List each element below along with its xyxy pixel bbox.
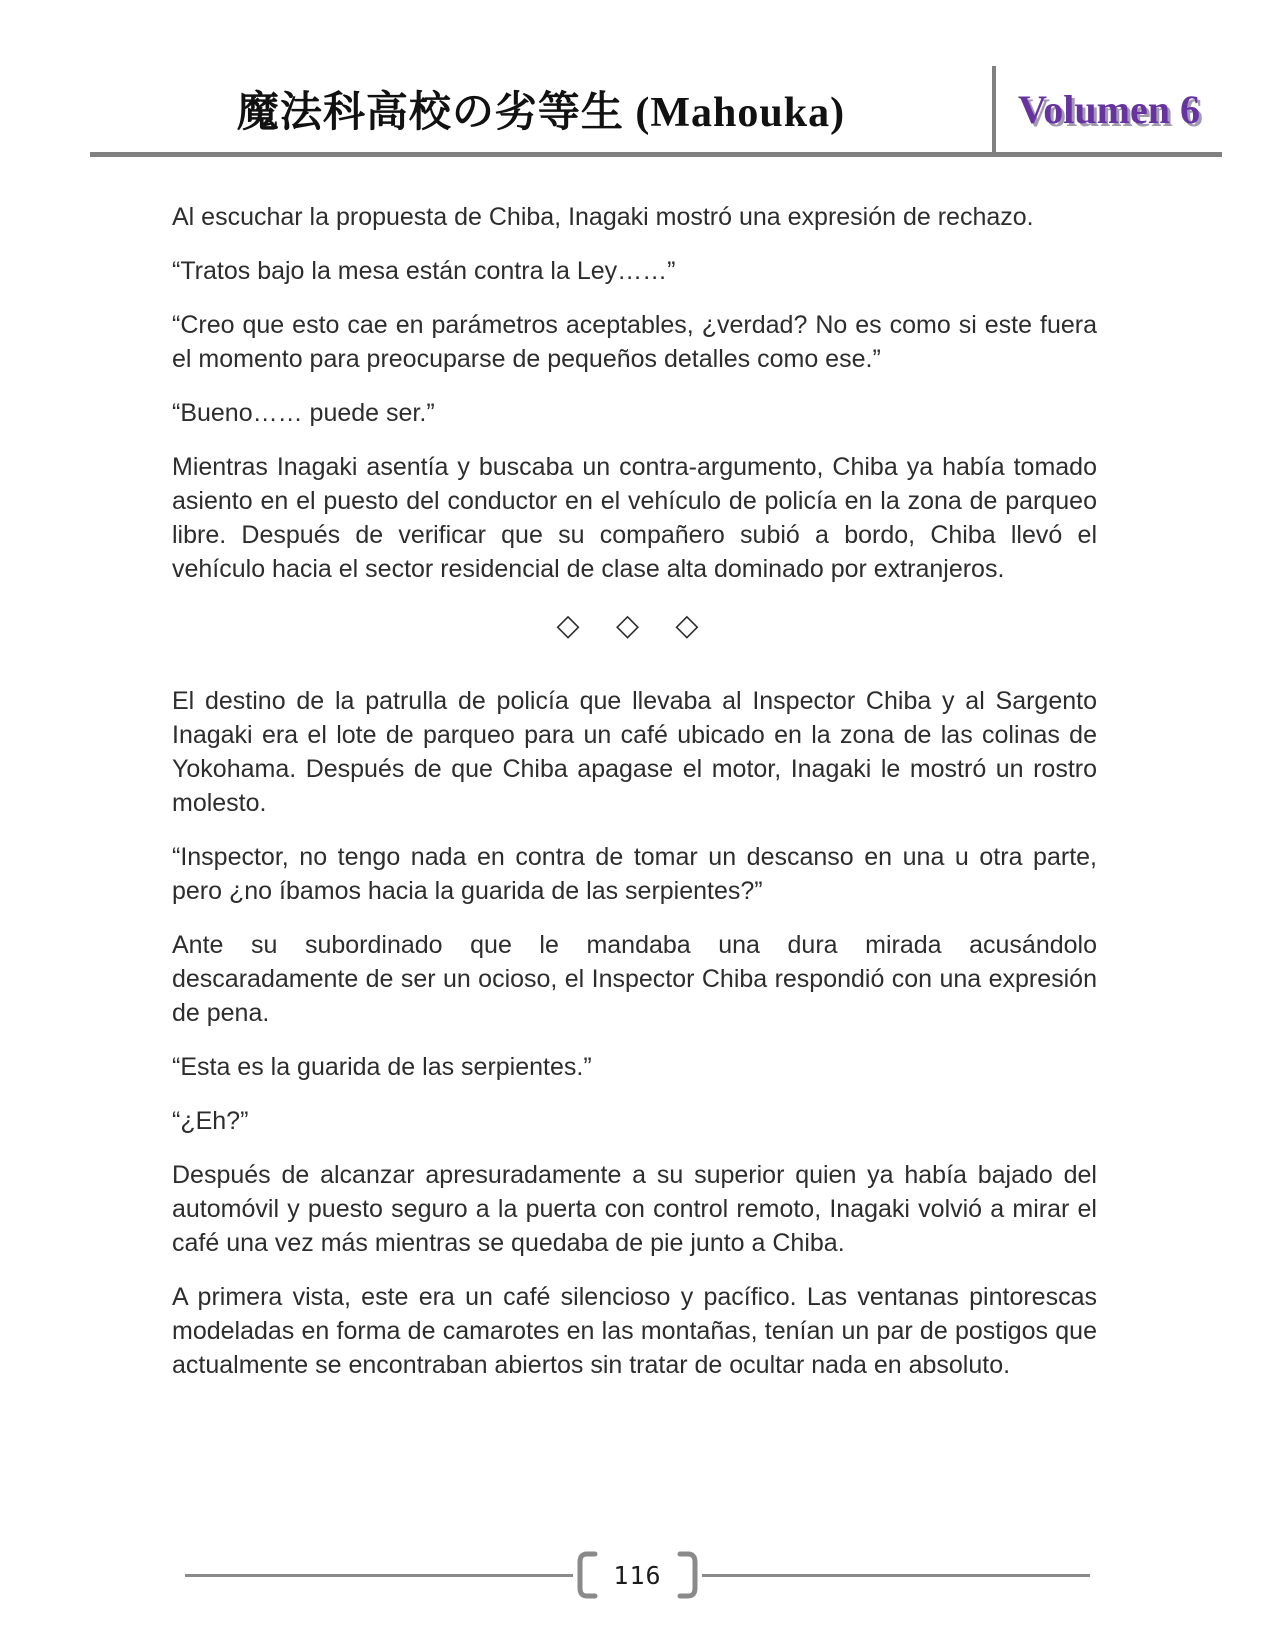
volume-label: Volumen 6 <box>1018 86 1200 132</box>
scene-divider: ◇ ◇ ◇ <box>556 609 713 642</box>
body-paragraph: Mientras Inagaki asentía y buscaba un contra-argumento, Chiba ya había tomado asiento en el puesto del conductor en el vehículo de policía en la zona de parqueo libre. Después de verificar que su compañero subió a bordo, Chiba llevó el vehículo hacia el sector residencial de clase alta dominado por extranjeros. <box>172 453 1097 583</box>
body-text <box>172 200 1097 1402</box>
body-paragraph: “Creo que esto cae en parámetros aceptables, ¿verdad? No es como si este fuera el momento para preocuparse de pequeños detalles como ese.” <box>172 311 1097 373</box>
footer-rule-left <box>185 1574 573 1577</box>
page-header <box>90 66 1222 157</box>
body-paragraph: “Tratos bajo la mesa están contra la Ley……” <box>172 257 676 285</box>
page-number: 116 <box>613 1560 662 1590</box>
left-bracket-icon <box>573 1550 599 1600</box>
body-paragraph: “Inspector, no tengo nada en contra de tomar un descanso en una u otra parte, pero ¿no íbamos hacia la guarida de las serpientes?” <box>172 843 1097 905</box>
body-paragraph: Al escuchar la propuesta de Chiba, Inagaki mostró una expresión de rechazo. <box>172 203 1034 231</box>
header-row <box>90 66 1222 152</box>
body-paragraph: A primera vista, este era un café silencioso y pacífico. Las ventanas pintorescas modeladas en forma de camarotes en las montañas, tenían un par de postigos que actualmente se encontraban abiertos sin tratar de ocultar nada en absoluto. <box>172 1283 1097 1379</box>
right-bracket-icon <box>676 1550 702 1600</box>
body-paragraph: “¿Eh?” <box>172 1107 249 1135</box>
footer-rule-right <box>702 1574 1090 1577</box>
book-title: 魔法科高校の劣等生 (Mahouka) <box>236 90 846 136</box>
body-paragraph: “Esta es la guarida de las serpientes.” <box>172 1053 592 1081</box>
header-title-cell <box>90 79 992 139</box>
header-volume-cell <box>992 66 1222 152</box>
page-footer <box>185 1550 1090 1600</box>
body-paragraph: El destino de la patrulla de policía que llevaba al Inspector Chiba y al Sargento Inagaki era el lote de parqueo para un café ubicado en la zona de las colinas de Yokohama. Después de que Chiba apagase el motor, Inagaki le mostró un rostro molesto. <box>172 687 1097 817</box>
body-paragraph: Ante su subordinado que le mandaba una dura mirada acusándolo descaradamente de ser un ocioso, el Inspector Chiba respondió con una expresión de pena. <box>172 931 1097 1027</box>
body-paragraph: Después de alcanzar apresuradamente a su superior quien ya había bajado del automóvil y puesto seguro a la puerta con control remoto, Inagaki volvió a mirar el café una vez más mientras se quedaba de pie junto a Chiba. <box>172 1161 1097 1257</box>
body-paragraph: “Bueno…… puede ser.” <box>172 399 435 427</box>
header-rule <box>90 152 1222 157</box>
